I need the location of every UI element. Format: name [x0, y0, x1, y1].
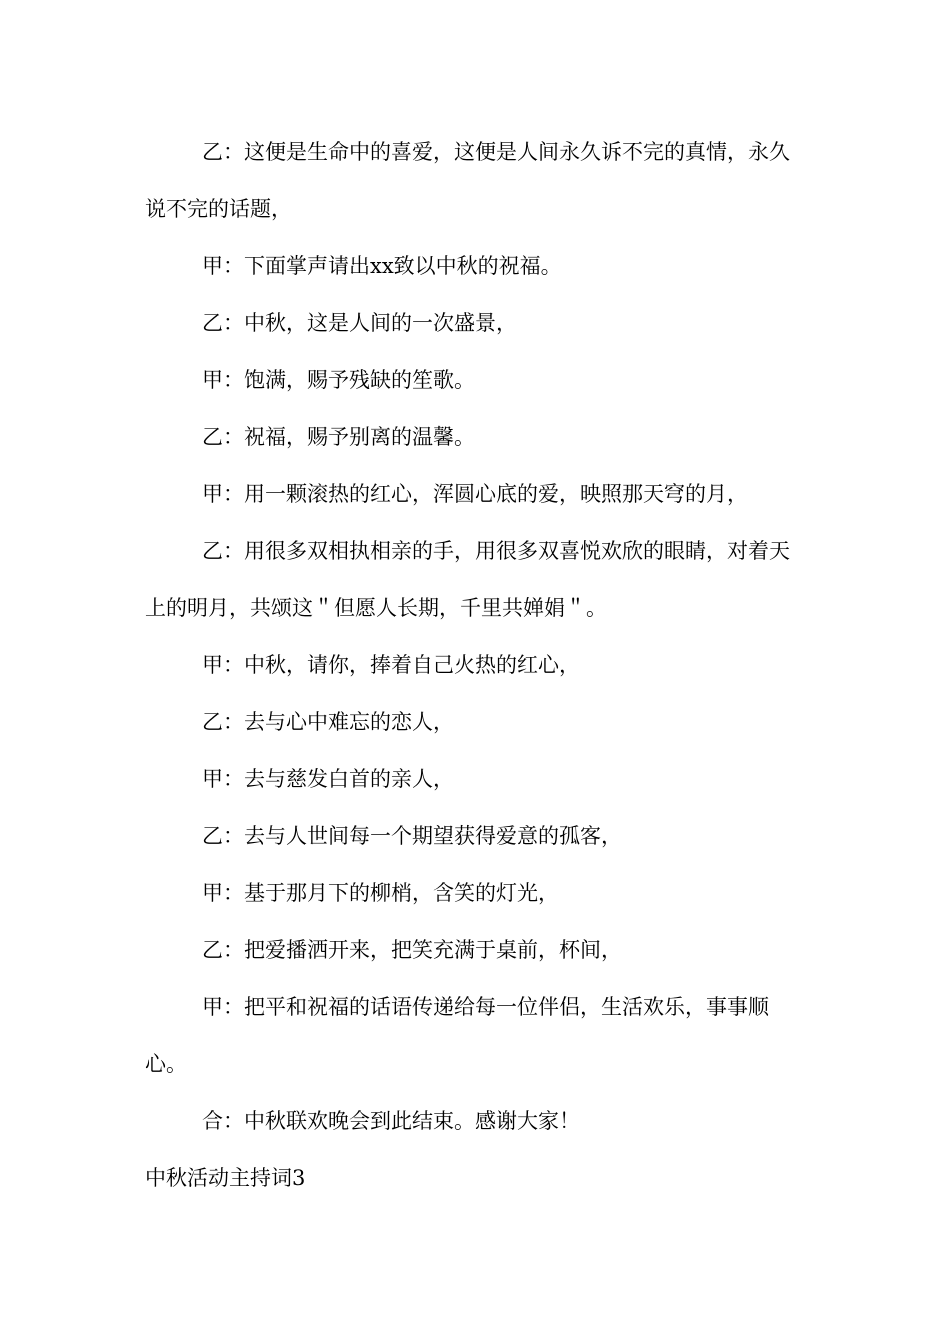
paragraph-7: 乙：用很多双相执相亲的手，用很多双喜悦欢欣的眼睛，对着天上的明月，共颂这＂但愿人长期，千里共婵娟＂。: [145, 539, 790, 620]
paragraph-4: 甲：饱满，赐予残缺的笙歌。: [202, 368, 475, 392]
paragraph-13: 乙：把爱播洒开来，把笑充满于桌前，杯间，: [202, 938, 622, 962]
paragraph-12: 甲：基于那月下的柳梢，含笑的灯光，: [202, 881, 559, 905]
paragraph-11: 乙：去与人世间每一个期望获得爱意的孤客，: [202, 824, 622, 848]
paragraph-2: 甲：下面掌声请出xx致以中秋的祝福。: [202, 254, 562, 278]
paragraph-3: 乙：中秋，这是人间的一次盛景，: [202, 311, 517, 335]
paragraph-15: 合：中秋联欢晚会到此结束。感谢大家！: [202, 1109, 580, 1133]
paragraph-10: 甲：去与慈发白首的亲人，: [202, 767, 454, 791]
paragraph-6: 甲：用一颗滚热的红心，浑圆心底的爱，映照那天穹的月，: [202, 482, 748, 506]
document-page: [145, 124, 810, 1207]
paragraph-8: 甲：中秋，请你，捧着自己火热的红心，: [202, 653, 580, 677]
paragraph-5: 乙：祝福，赐予别离的温馨。: [202, 425, 475, 449]
paragraph-9: 乙：去与心中难忘的恋人，: [202, 710, 454, 734]
section-heading: 中秋活动主持词3: [145, 1166, 306, 1190]
paragraph-14: 甲：把平和祝福的话语传递给每一位伴侣，生活欢乐，事事顺心。: [145, 995, 769, 1076]
paragraph-1: 乙：这便是生命中的喜爱，这便是人间永久诉不完的真情，永久说不完的话题，: [145, 140, 790, 221]
